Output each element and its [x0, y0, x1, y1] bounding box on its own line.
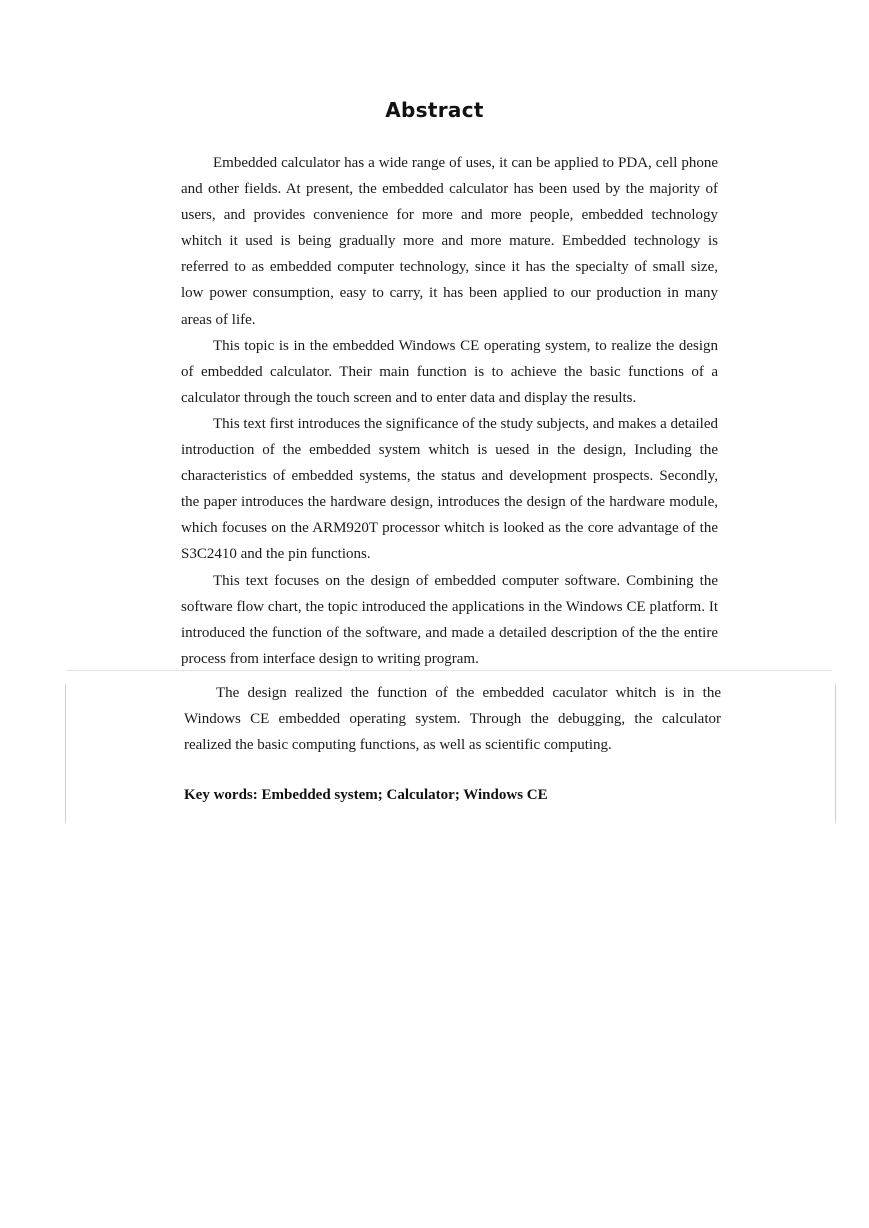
- abstract-paragraph: Embedded calculator has a wide range of uses, it can be applied to PDA, cell phone and other fields. At present, the embedded calculator has been used by the majority of users, and provides convenience for more and more people, embedded technology whitch it used is being gradually more and more mature. Embedded technology is referred to as embedded computer technology, since it has the specialty of small size, low power consumption, easy to carry, it has been applied to our production in many areas of life.: [181, 155, 718, 328]
- abstract-body-lower: [184, 680, 721, 758]
- right-margin-line: [835, 684, 836, 823]
- keywords-line: Key words: Embedded system; Calculator; Windows CE: [184, 787, 548, 803]
- left-margin-line: [65, 684, 66, 823]
- abstract-paragraph: This text focuses on the design of embedded computer software. Combining the software flow chart, the topic introduced the applications in the Windows CE platform. It introduced the function of the software, and made a detailed description of the the entire process from interface design to writing program.: [181, 572, 718, 667]
- abstract-paragraph: This text first introduces the significance of the study subjects, and makes a detailed introduction of the embedded system whitch is uesed in the design, Including the characteristics of embedded systems, the status and development prospects. Secondly, the paper introduces the hardware design, introduces the design of the hardware module, which focuses on the ARM920T processor whitch is looked as the core advantage of the S3C2410 and the pin functions.: [181, 415, 718, 563]
- abstract-body-upper: [181, 150, 718, 672]
- page-divider: [66, 670, 832, 671]
- abstract-paragraph: The design realized the function of the embedded caculator whitch is in the Windows CE embedded operating system. Through the debugging, the calculator realized the basic computing functions, as well as scientific computing.: [184, 685, 721, 754]
- page-title: Abstract: [385, 98, 484, 122]
- abstract-paragraph: This topic is in the embedded Windows CE operating system, to realize the design of embedded calculator. Their main function is to achieve the basic functions of a calculator through the touch screen and to enter data and display the results.: [181, 337, 718, 406]
